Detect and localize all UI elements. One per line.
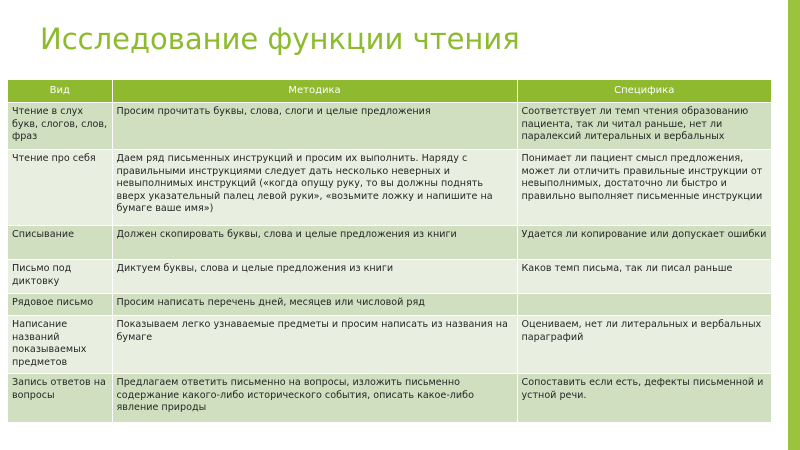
cell-metodika: Просим прочитать буквы, слова, слоги и целые предложения	[112, 103, 517, 150]
table-row	[8, 260, 771, 294]
cell-specifika: Оцениваем, нет ли литеральных и вербальных параграфий	[517, 316, 771, 374]
cell-vid: Чтение про себя	[8, 150, 112, 226]
reading-function-table	[8, 80, 771, 422]
cell-specifika: Понимает ли пациент смысл предложения, может ли отличить правильные инструкции от невыполнимых, достаточно ли быстро и правильно выполняет письменные инструкции	[517, 150, 771, 226]
header-metodika: Методика	[112, 80, 517, 103]
accent-bar	[788, 0, 800, 450]
table-row	[8, 374, 771, 422]
cell-vid: Запись ответов на вопросы	[8, 374, 112, 422]
slide-title: Исследование функции чтения	[40, 22, 520, 56]
cell-metodika: Даем ряд письменных инструкций и просим их выполнить. Наряду с правильными инструкциями следует дать несколько неверных и невыполнимых инструкций («когда опущу руку, то вы должны поднять вверх указательный палец левой руки», «возьмите ложку и напишите на бумаге ваше имя»)	[112, 150, 517, 226]
cell-vid: Письмо под диктовку	[8, 260, 112, 294]
cell-metodika: Диктуем буквы, слова и целые предложения из книги	[112, 260, 517, 294]
cell-specifika	[517, 294, 771, 316]
table-row	[8, 294, 771, 316]
table-row	[8, 316, 771, 374]
header-specifika: Специфика	[517, 80, 771, 103]
cell-vid: Рядовое письмо	[8, 294, 112, 316]
cell-specifika: Каков темп письма, так ли писал раньше	[517, 260, 771, 294]
cell-metodika: Показываем легко узнаваемые предметы и просим написать из названия на бумаге	[112, 316, 517, 374]
cell-metodika: Должен скопировать буквы, слова и целые предложения из книги	[112, 226, 517, 260]
table-header-row	[8, 80, 771, 103]
cell-specifika: Сопоставить если есть, дефекты письменной и устной речи.	[517, 374, 771, 422]
cell-vid: Списывание	[8, 226, 112, 260]
table-row	[8, 226, 771, 260]
cell-metodika: Просим написать перечень дней, месяцев или числовой ряд	[112, 294, 517, 316]
header-vid: Вид	[8, 80, 112, 103]
cell-metodika: Предлагаем ответить письменно на вопросы, изложить письменно содержание какого-либо исторического события, описать какое-либо явление природы	[112, 374, 517, 422]
cell-vid: Написание названий показываемых предметов	[8, 316, 112, 374]
cell-specifika: Удается ли копирование или допускает ошибки	[517, 226, 771, 260]
cell-specifika: Соответствует ли темп чтения образованию пациента, так ли читал раньше, нет ли паралексий литеральных и вербальных	[517, 103, 771, 150]
table-row	[8, 150, 771, 226]
cell-vid: Чтение в слух букв, слогов, слов, фраз	[8, 103, 112, 150]
table-row	[8, 103, 771, 150]
